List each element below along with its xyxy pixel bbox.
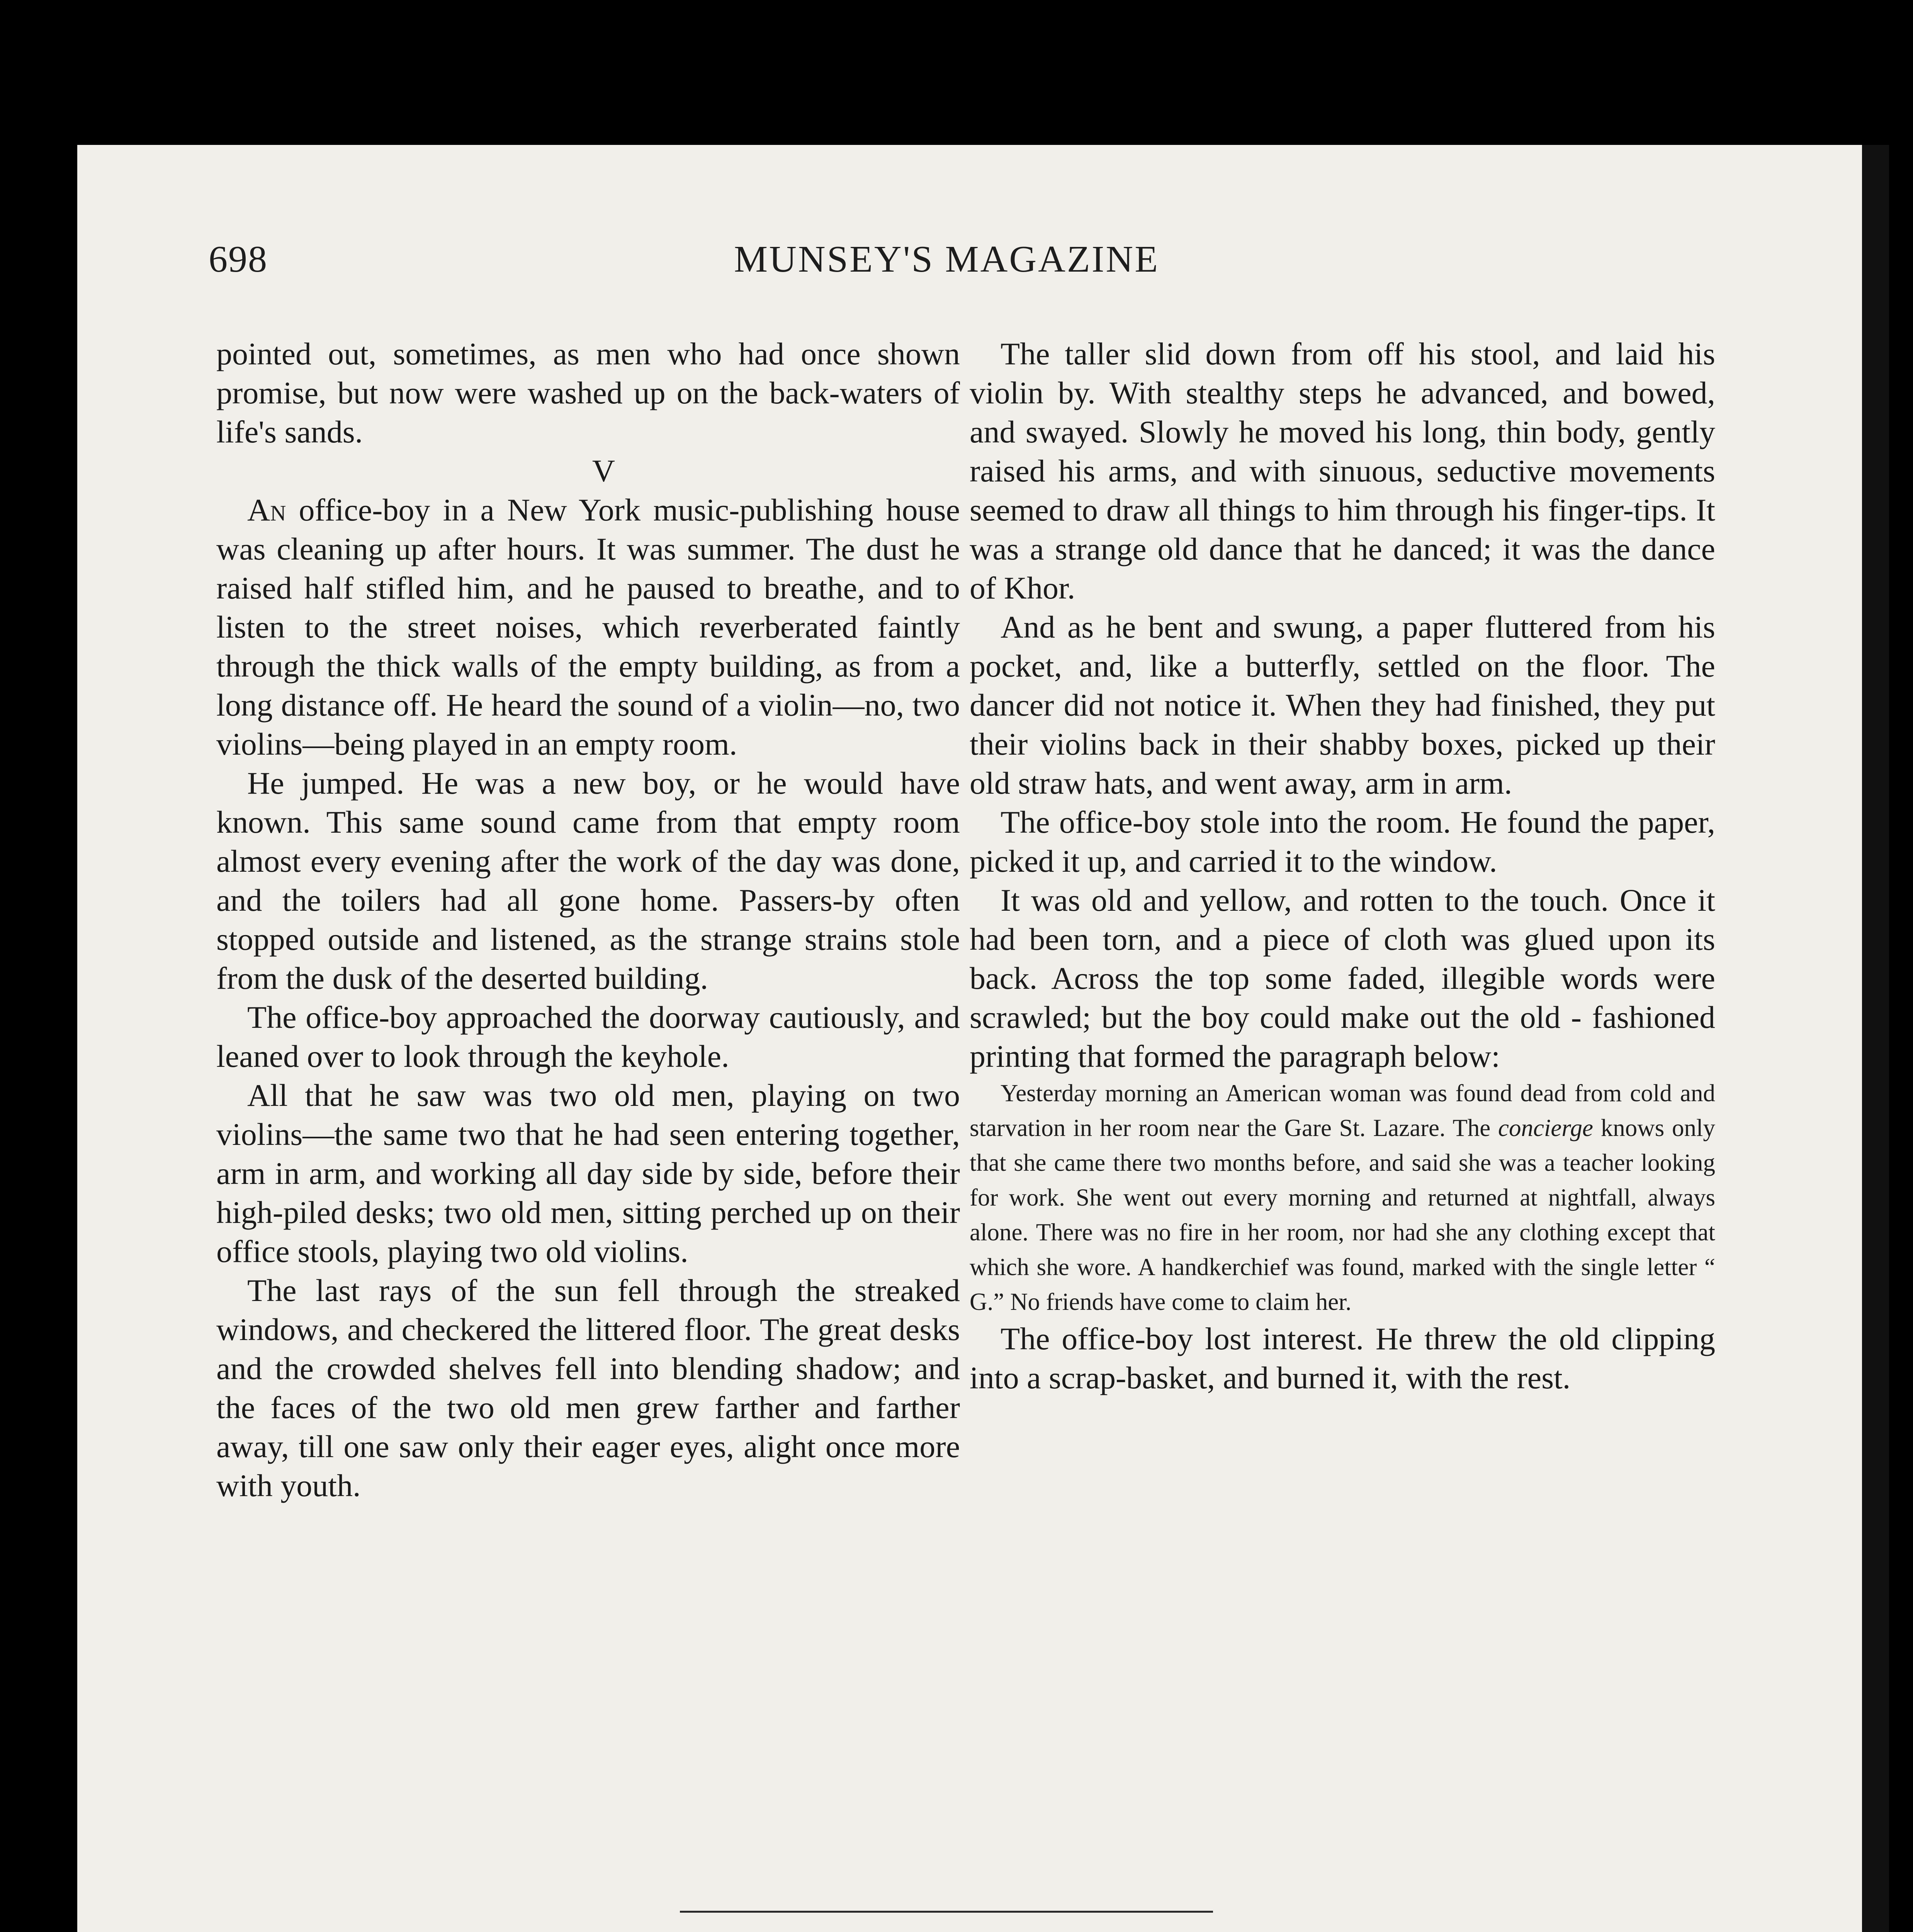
drop-word: An (247, 492, 286, 527)
running-title: MUNSEY'S MAGAZINE (734, 238, 1160, 280)
paragraph: The office-boy lost interest. He threw the old clipping into a scrap-basket, and burned it, with the rest. (970, 1321, 1715, 1395)
paragraph: And as he bent and swung, a paper fluttered from his pocket, and, like a butterfly, settled on the floor. The dancer did not notice it. When they had finished, they put their violins back in their shabby boxes, picked up their old straw hats, and went away, arm in arm. (970, 609, 1715, 801)
paragraph: It was old and yellow, and rotten to the touch. Once it had been torn, and a piece of cloth was glued upon its back. Across the top some faded, illegible words were scrawled; but the boy could make out the old - fashioned printing that formed the paragraph below: (970, 883, 1715, 1074)
paragraph: He jumped. He was a new boy, or he would have known. This same sound came from that empty room almost every evening after the work of the day was done, and the toilers had all gone home. Passers-by often stopped outside and listened, as the strange strains stole from the dusk of the deserted building. (216, 765, 960, 996)
left-column (216, 334, 960, 1505)
magazine-page (77, 145, 1862, 1932)
clipping-text: knows only that she came there two months before, and said she was a teacher looking for work. She went out every morning and returned at nightfall, always alone. There was no fire in her room, nor had she any clothing except that which she wore. A handkerchief was found, marked with the single letter “ G.” No friends have come to claim her. (970, 1114, 1715, 1315)
page-header (77, 238, 1862, 315)
clipping-text: Yesterday morning an American woman was found dead from cold and starvation in her room near the Gare St. Lazare. The (970, 1080, 1715, 1141)
paragraph: The office-boy stole into the room. He found the paper, picked it up, and carried it to the window. (970, 804, 1715, 879)
paragraph-text: office-boy in a New York music-publishing house was cleaning up after hours. It was summer. The dust he raised half stifled him, and he paused to breathe, and to listen to the street noises, which reverberated faintly through the thick walls of the empty building, as from a long distance off. He heard the sound of a violin—no, two violins—being played in an empty room. (216, 492, 960, 762)
paragraph: pointed out, sometimes, as men who had once shown promise, but now were washed up on the back-waters of life's sands. (216, 336, 960, 449)
section-number: V (592, 453, 615, 488)
newspaper-clipping (970, 1076, 1715, 1319)
paragraph: The taller slid down from off his stool, and laid his violin by. With stealthy steps he advanced, and bowed, and swayed. Slowly he moved his long, thin body, gently raised his arms, and with sinuous, seductive movements seemed to draw all things to him through his finger-tips. It was a strange old dance that he danced; it was the dance of Khor. (970, 336, 1715, 605)
paragraph: All that he saw was two old men, playing on two violins—the same two that he had seen entering together, arm in arm, and working all day side by side, before their high-piled desks; two old men, sitting perched up on their office stools, playing two old violins. (216, 1078, 960, 1269)
paragraph (216, 490, 960, 764)
clipping-italic: concierge (1498, 1114, 1594, 1141)
paragraph: The last rays of the sun fell through the streaked windows, and checkered the littered floor. The great desks and the crowded shelves fell into blending shadow; and the faces of the two old men grew farther and farther away, till one saw only their eager eyes, alight once more with youth. (216, 1273, 960, 1503)
binding-edge (1862, 145, 1889, 1932)
paragraph: The office-boy approached the doorway cautiously, and leaned over to look through the keyhole. (216, 1000, 960, 1074)
page-number: 698 (209, 238, 268, 280)
section-divider (680, 1911, 1213, 1913)
right-column (970, 334, 1715, 1397)
